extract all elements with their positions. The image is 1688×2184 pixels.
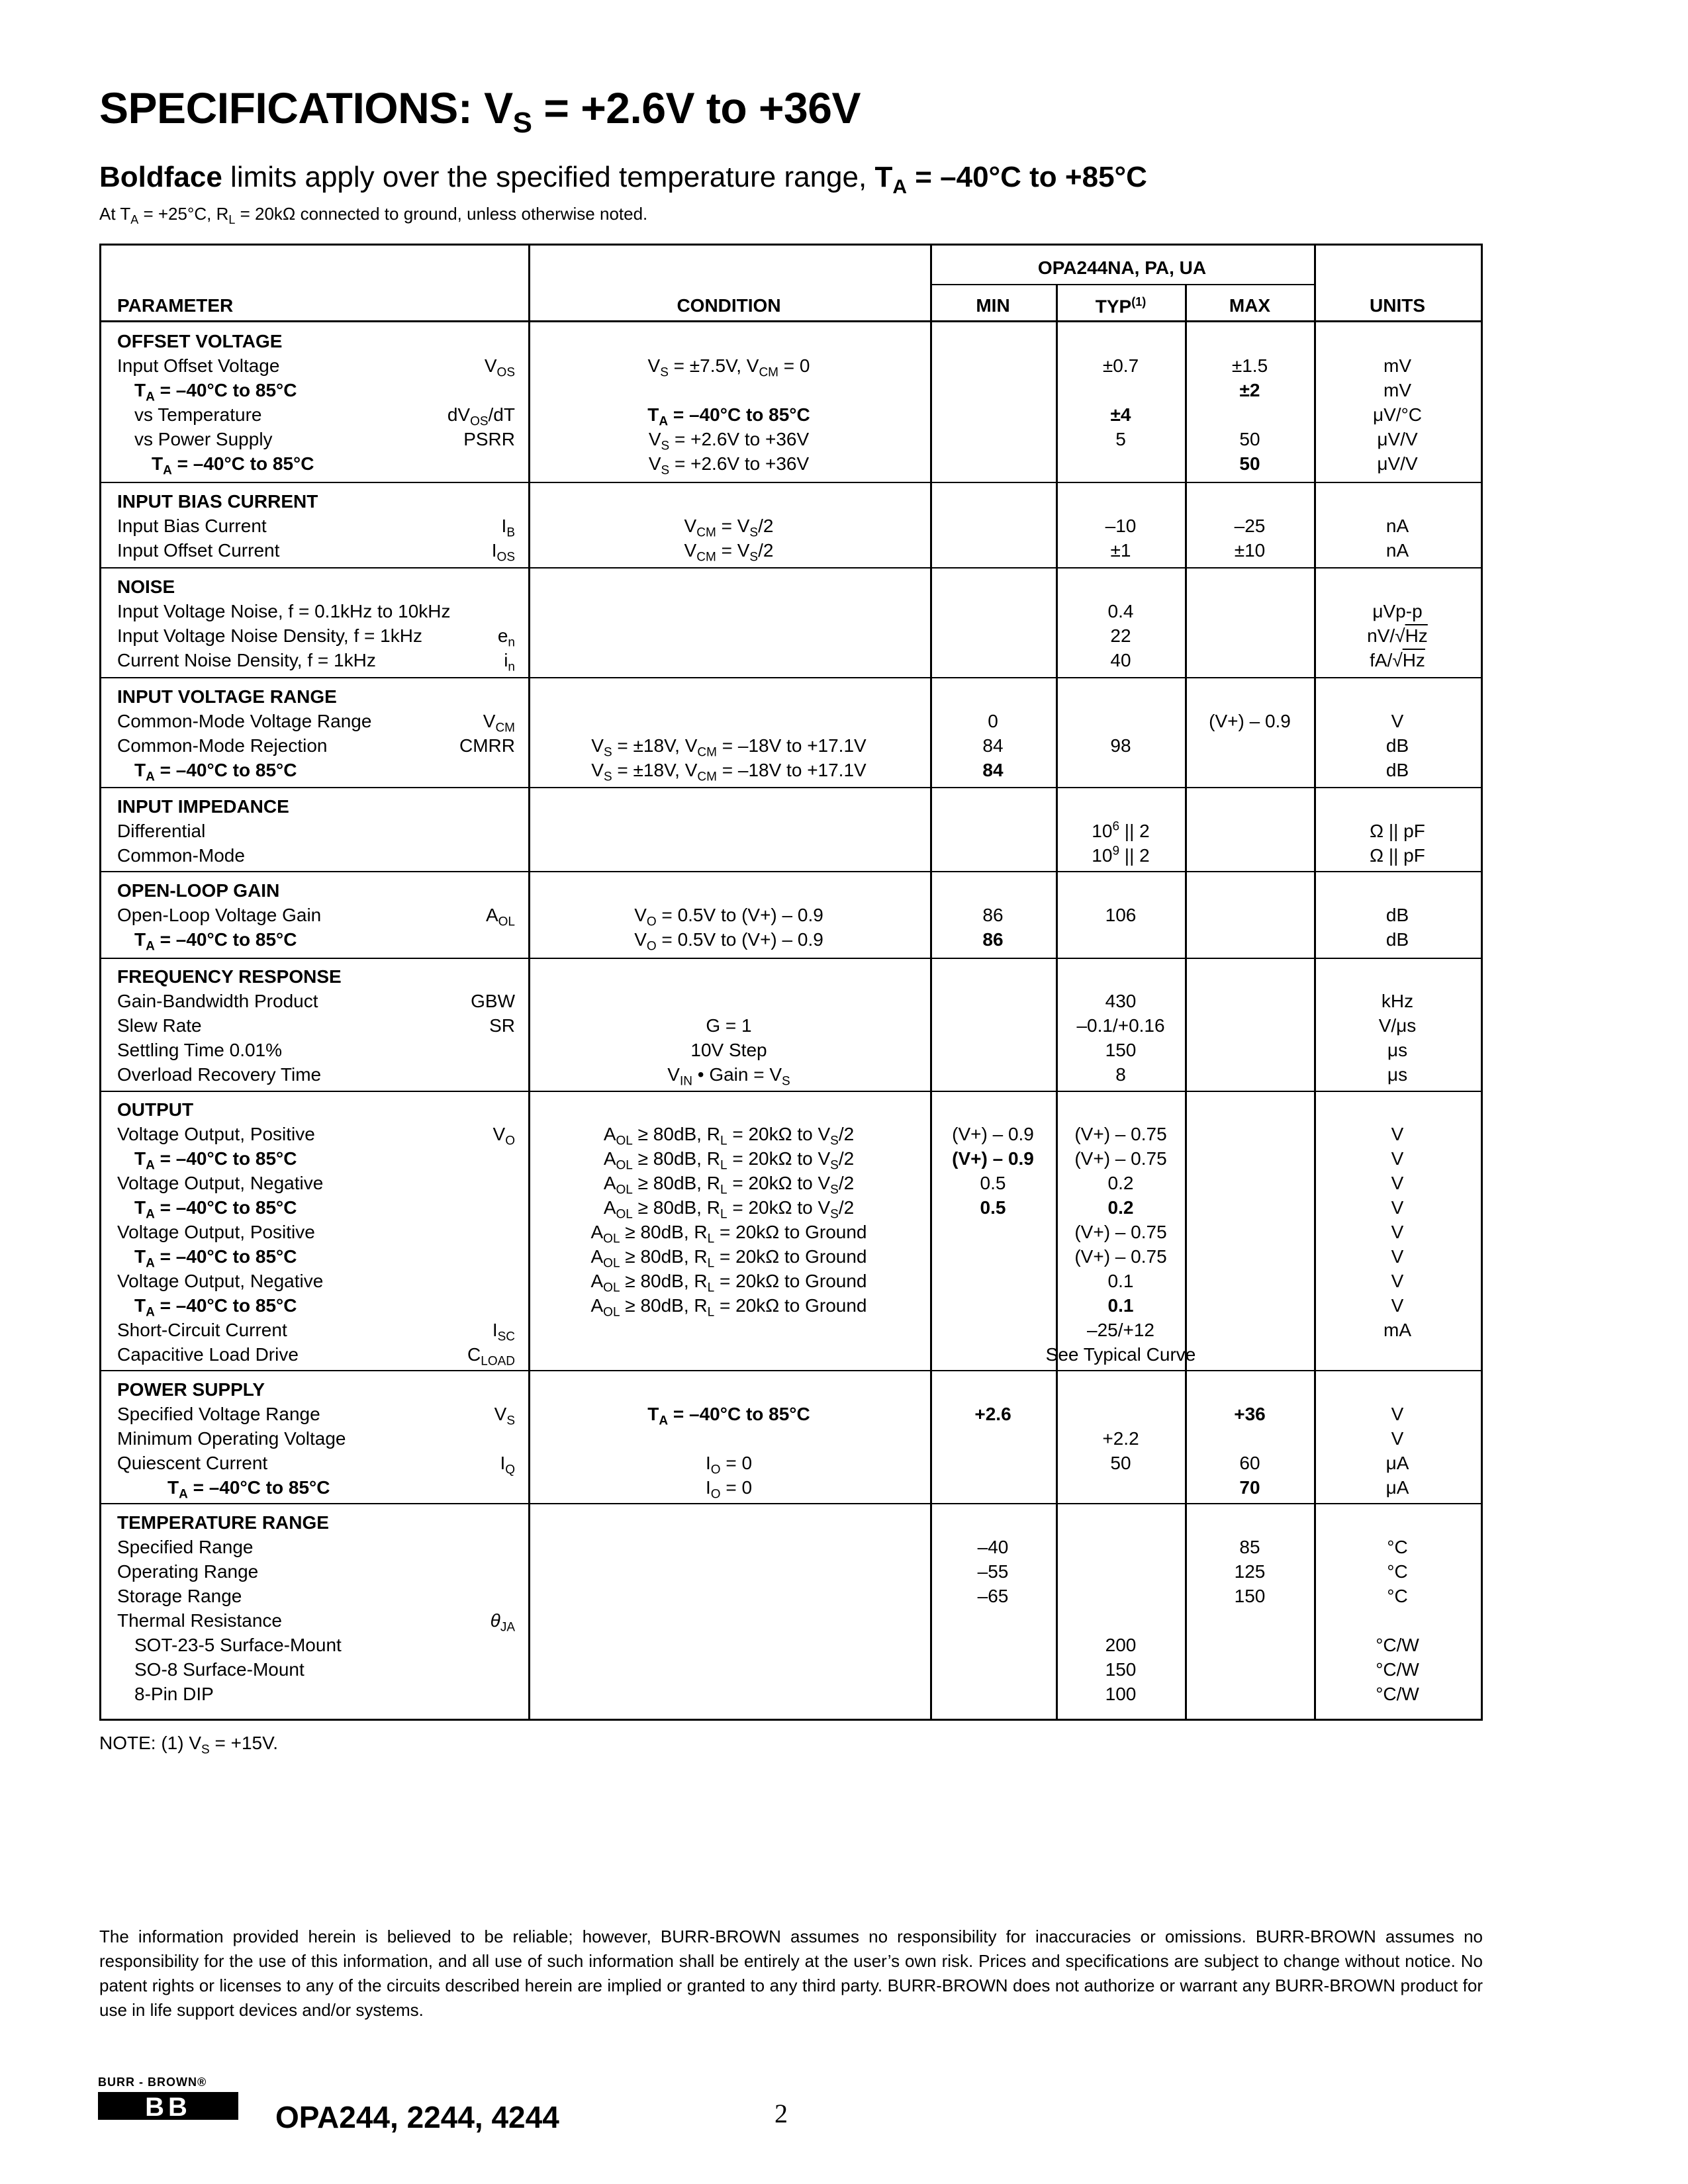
param-label: Storage Range [117, 1586, 242, 1606]
boldface-note: Boldface limits apply over the specified temperature range, $T_A = -40^\circ C$ to +85°C [99, 161, 1147, 198]
section-rule [101, 871, 1481, 872]
max-value: ±10 [1234, 540, 1266, 561]
condition: $A_{OL} \ge 80dB$, $R_L = 20k\Omega$ to $V_S/2$ [603, 1197, 855, 1222]
specifications-table [99, 244, 1483, 1721]
condition: G = 1 [706, 1015, 752, 1036]
symbol: $I_Q$ [500, 1453, 515, 1477]
bb-logo-icon [98, 2092, 238, 2120]
param-label: $T_A = -40^\circ C$ to 85°C [134, 760, 297, 784]
units: μA [1385, 1453, 1409, 1473]
param-label: $T_A = -40^\circ C$ to 85°C [134, 929, 297, 954]
header-group-rule [930, 284, 1314, 285]
typ-value: ±0.7 [1102, 355, 1139, 376]
min-value: –40 [977, 1537, 1009, 1557]
min-value: 0.5 [980, 1197, 1006, 1218]
units: V [1391, 1295, 1404, 1316]
typ-value: –10 [1105, 516, 1137, 536]
max-value: 150 [1234, 1586, 1266, 1606]
condition: $A_{OL} \ge 80dB$, $R_L = 20k\Omega$ to Ground [590, 1295, 867, 1320]
header-max: MAX [1229, 295, 1271, 316]
header-units: UNITS [1370, 295, 1425, 316]
param-label: Settling Time 0.01% [117, 1040, 283, 1060]
units: °C/W [1376, 1635, 1419, 1655]
condition: $V_{CM} = V_S/2$ [684, 516, 774, 540]
typ-value: ±4 [1110, 404, 1131, 425]
header-rule [101, 320, 1481, 322]
max-value: 50 [1239, 453, 1260, 474]
units: V [1391, 1197, 1404, 1218]
section-rule [101, 787, 1481, 788]
typ-value: 0.4 [1107, 601, 1134, 621]
section-rule [101, 1091, 1481, 1092]
typ-value: $10^6$ || 2 [1092, 819, 1150, 841]
units: mV [1383, 355, 1411, 376]
product-name: OPA244, 2244, 4244 [275, 2100, 559, 2134]
section-title: OFFSET VOLTAGE [117, 331, 283, 351]
symbol: $I_{SC}$ [492, 1320, 515, 1344]
typ-value: 5 [1115, 429, 1126, 449]
param-label: Operating Range [117, 1561, 259, 1582]
symbol: $I_B$ [501, 516, 515, 540]
typ-value: 98 [1110, 735, 1131, 756]
section-rule [101, 1370, 1481, 1371]
param-label: Thermal Resistance [117, 1610, 282, 1631]
param-label: vs Power Supply [134, 429, 273, 449]
max-value: 70 [1239, 1477, 1260, 1498]
symbol: $V_O$ [492, 1124, 515, 1148]
units: V [1391, 1428, 1404, 1449]
min-value: 84 [982, 735, 1004, 756]
section-rule [101, 482, 1481, 483]
col-rule [528, 246, 530, 1719]
max-value: 125 [1234, 1561, 1266, 1582]
units: V [1391, 1173, 1404, 1193]
param-label: Gain-Bandwidth Product [117, 991, 318, 1011]
param-label: Overload Recovery Time [117, 1064, 322, 1085]
condition: $A_{OL} \ge 80dB$, $R_L = 20k\Omega$ to Ground [590, 1271, 867, 1295]
typ-value: 100 [1105, 1684, 1137, 1704]
typ-value: (V+) – 0.75 [1074, 1222, 1167, 1242]
max-value: 50 [1239, 429, 1260, 449]
param-label: Input Offset Current [117, 540, 280, 561]
condition: $V_S = \pm 7.5V$, $V_{CM} = 0$ [647, 355, 810, 380]
units: Ω || pF [1370, 845, 1425, 866]
typ-value: 0.2 [1107, 1197, 1134, 1218]
param-label: Voltage Output, Positive [117, 1124, 315, 1144]
condition: $V_O = 0.5V$ to (V+) – 0.9 [634, 929, 823, 954]
symbol: $A_{OL}$ [485, 905, 515, 929]
param-label: Voltage Output, Positive [117, 1222, 315, 1242]
units: V [1391, 1124, 1404, 1144]
param-label: Common-Mode Rejection [117, 735, 328, 756]
units: mV [1383, 380, 1411, 400]
page-title: SPECIFICATIONS: $V_S = +2.6V$ to +36V [99, 83, 861, 140]
min-value: –55 [977, 1561, 1009, 1582]
condition: $V_{IN}$ • Gain = $V_S$ [667, 1064, 790, 1089]
units: °C [1387, 1586, 1408, 1606]
min-value: 86 [982, 905, 1004, 925]
typ-value: 150 [1105, 1040, 1137, 1060]
typ-value: (V+) – 0.75 [1074, 1246, 1167, 1267]
typ-value: 430 [1105, 991, 1137, 1011]
units: V [1391, 1271, 1404, 1291]
min-value: (V+) – 0.9 [952, 1124, 1034, 1144]
typ-value: (V+) – 0.75 [1074, 1148, 1167, 1169]
typ-value: 40 [1110, 650, 1131, 670]
typ-value: 150 [1105, 1659, 1137, 1680]
symbol: CMRR [459, 735, 515, 756]
section-title: FREQUENCY RESPONSE [117, 966, 342, 987]
units: μV/V [1377, 429, 1418, 449]
logo-wordmark: BURR - BROWN® [98, 2075, 207, 2089]
min-value: +2.6 [974, 1404, 1011, 1424]
units: V/μs [1378, 1015, 1417, 1036]
param-label: Minimum Operating Voltage [117, 1428, 346, 1449]
units: μV/°C [1372, 404, 1423, 425]
typ-value: +2.2 [1102, 1428, 1139, 1449]
units: mA [1383, 1320, 1411, 1340]
symbol: $V_{OS}$ [484, 355, 515, 380]
units: nA [1385, 540, 1409, 561]
condition: $A_{OL} \ge 80dB$, $R_L = 20k\Omega$ to Ground [590, 1222, 867, 1246]
units: V [1391, 1246, 1404, 1267]
param-label: Common-Mode [117, 845, 245, 866]
typ-value: –0.1/+0.16 [1076, 1015, 1165, 1036]
condition: $V_S = \pm 18V$, $V_{CM} = -18V$ to +17.1V [591, 760, 867, 784]
param-label: Input Bias Current [117, 516, 267, 536]
units: V [1391, 1222, 1404, 1242]
section-title: INPUT VOLTAGE RANGE [117, 686, 337, 707]
typ-value: 50 [1110, 1453, 1131, 1473]
param-label: Common-Mode Voltage Range [117, 711, 372, 731]
param-label: Input Voltage Noise Density, f = 1kHz [117, 625, 422, 646]
condition: $T_A = -40^\circ C$ to 85°C [647, 1404, 810, 1428]
max-value: ±2 [1239, 380, 1260, 400]
param-label: SOT-23-5 Surface-Mount [134, 1635, 342, 1655]
units: μs [1387, 1064, 1408, 1085]
max-value: ±1.5 [1231, 355, 1268, 376]
param-label: Quiescent Current [117, 1453, 268, 1473]
units: μs [1387, 1040, 1408, 1060]
param-label: Slew Rate [117, 1015, 202, 1036]
param-label: $T_A = -40^\circ C$ to 85°C [134, 1148, 297, 1173]
legal-disclaimer: The information provided herein is believed to be reliable; however, BURR-BROWN assumes no responsibility for inaccuracies or omissions. BURR-BROWN assumes no responsibility for the use of this information, and all use of such information shall be entirely at the user’s own risk. Prices and specifications are subject to change without notice. No patent rights or licenses to any of the circuits described herein are implied or granted to any third party. BURR-BROWN does not authorize or warrant any BURR-BROWN product for use in life support devices and/or systems. [99, 1927, 1483, 2020]
min-value: –65 [977, 1586, 1009, 1606]
symbol: PSRR [463, 429, 515, 449]
units: dB [1385, 735, 1409, 756]
section-title: INPUT BIAS CURRENT [117, 491, 318, 512]
condition: $A_{OL} \ge 80dB$, $R_L = 20k\Omega$ to Ground [590, 1246, 867, 1271]
condition: 10V Step [690, 1040, 767, 1060]
condition: $V_S = \pm 18V$, $V_{CM} = -18V$ to +17.1V [591, 735, 867, 760]
conditions-note: At $T_A = +25^\circ C$, $R_L = 20k\Omega$ connected to ground, unless otherwise noted. [99, 204, 648, 227]
section-title: INPUT IMPEDANCE [117, 796, 289, 817]
typ-value: See Typical Curve [1045, 1344, 1196, 1365]
units: °C [1387, 1537, 1408, 1557]
min-value: 86 [982, 929, 1004, 950]
min-value: 0.5 [980, 1173, 1006, 1193]
param-label: Input Voltage Noise, f = 0.1kHz to 10kHz [117, 601, 451, 621]
units: V [1391, 1148, 1404, 1169]
param-label: Voltage Output, Negative [117, 1173, 324, 1193]
symbol: $\theta_{JA}$ [490, 1610, 515, 1635]
header-group: OPA244NA, PA, UA [1037, 257, 1207, 278]
col-rule [930, 246, 932, 1719]
header-min: MIN [976, 295, 1010, 316]
typ-value: 106 [1105, 905, 1137, 925]
page-number: 2 [774, 2099, 788, 2128]
param-label: Voltage Output, Negative [117, 1271, 324, 1291]
section-title: OUTPUT [117, 1099, 194, 1120]
typ-value: 0.2 [1107, 1173, 1134, 1193]
units: dB [1385, 929, 1409, 950]
typ-value: 0.1 [1107, 1295, 1134, 1316]
section-title: OPEN-LOOP GAIN [117, 880, 280, 901]
min-value: (V+) – 0.9 [952, 1148, 1034, 1169]
condition: $I_O = 0$ [705, 1453, 753, 1477]
param-label: 8-Pin DIP [134, 1684, 214, 1704]
condition: $V_S = +2.6V$ to +36V [648, 453, 810, 478]
typ-value: 200 [1105, 1635, 1137, 1655]
typ-value: –25/+12 [1087, 1320, 1154, 1340]
col-rule [1314, 246, 1316, 1719]
condition: $V_S = +2.6V$ to +36V [648, 429, 810, 453]
typ-value: ±1 [1110, 540, 1131, 561]
symbol: $I_{OS}$ [491, 540, 515, 565]
param-label: $T_A = -40^\circ C$ to 85°C [134, 380, 297, 404]
param-label: Specified Voltage Range [117, 1404, 320, 1424]
condition: $I_O = 0$ [705, 1477, 753, 1502]
burr-brown-logo [98, 2075, 244, 2123]
units: °C/W [1376, 1684, 1419, 1704]
section-rule [101, 958, 1481, 959]
max-value: 60 [1239, 1453, 1260, 1473]
symbol: $dV_{OS}/dT$ [447, 404, 515, 429]
param-label: Differential [117, 821, 206, 841]
symbol: $V_S$ [494, 1404, 515, 1428]
typ-value: (V+) – 0.75 [1074, 1124, 1167, 1144]
symbol: GBW [471, 991, 515, 1011]
typ-value: $10^9$ || 2 [1092, 844, 1150, 866]
max-value: 85 [1239, 1537, 1260, 1557]
param-label: $T_A = -40^\circ C$ to 85°C [134, 1197, 297, 1222]
section-title: POWER SUPPLY [117, 1379, 265, 1400]
section-rule [101, 567, 1481, 569]
symbol: $C_{LOAD}$ [467, 1344, 515, 1369]
param-label: Current Noise Density, f = 1kHz [117, 650, 376, 670]
param-label: $T_A = -40^\circ C$ to 85°C [134, 1246, 297, 1271]
logo-mark: BB [145, 2093, 191, 2120]
header-condition: CONDITION [677, 295, 781, 316]
units: μV/V [1377, 453, 1418, 474]
units: fA/√Hz [1370, 650, 1425, 670]
typ-value: 0.1 [1107, 1271, 1134, 1291]
param-label: $T_A = -40^\circ C$ to 85°C [134, 1295, 297, 1320]
min-value: 84 [982, 760, 1004, 780]
header-parameter: PARAMETER [117, 295, 234, 316]
units: °C/W [1376, 1659, 1419, 1680]
condition: $T_A = -40^\circ C$ to 85°C [647, 404, 810, 429]
units: °C [1387, 1561, 1408, 1582]
symbol: $e_n$ [497, 625, 515, 650]
param-label: SO-8 Surface-Mount [134, 1659, 305, 1680]
units: V [1391, 1404, 1404, 1424]
param-label: vs Temperature [134, 404, 262, 425]
units: nV/√Hz [1367, 625, 1428, 646]
condition: $A_{OL} \ge 80dB$, $R_L = 20k\Omega$ to $V_S/2$ [603, 1148, 855, 1173]
min-value: 0 [988, 711, 998, 731]
section-title: TEMPERATURE RANGE [117, 1512, 329, 1533]
condition: $A_{OL} \ge 80dB$, $R_L = 20k\Omega$ to $V_S/2$ [603, 1173, 855, 1197]
param-label: $T_A = -40^\circ C$ to 85°C [152, 453, 314, 478]
units: nA [1385, 516, 1409, 536]
symbol: $i_n$ [504, 650, 515, 674]
units: Ω || pF [1370, 821, 1425, 841]
max-value: +36 [1234, 1404, 1266, 1424]
condition: $V_O = 0.5V$ to (V+) – 0.9 [634, 905, 823, 929]
units: μVp-p [1372, 601, 1423, 621]
units: V [1391, 711, 1404, 731]
param-label: Input Offset Voltage [117, 355, 280, 376]
param-label: Open-Loop Voltage Gain [117, 905, 322, 925]
section-rule [101, 1503, 1481, 1504]
symbol: $V_{CM}$ [483, 711, 515, 735]
param-label: $T_A = -40^\circ C$ to 85°C [167, 1477, 330, 1502]
condition: $A_{OL} \ge 80dB$, $R_L = 20k\Omega$ to $V_S/2$ [603, 1124, 855, 1148]
max-value: (V+) – 0.9 [1209, 711, 1291, 731]
param-label: Specified Range [117, 1537, 254, 1557]
table-footnote: NOTE: (1) $V_S = +15V$. [99, 1733, 278, 1757]
units: dB [1385, 760, 1409, 780]
units: μA [1385, 1477, 1409, 1498]
units: kHz [1381, 991, 1414, 1011]
units: dB [1385, 905, 1409, 925]
condition: $V_{CM} = V_S/2$ [684, 540, 774, 565]
header-typ: TYP$^{(1)}$ [1095, 295, 1147, 317]
section-title: NOISE [117, 576, 175, 597]
param-label: Short-Circuit Current [117, 1320, 287, 1340]
max-value: –25 [1234, 516, 1266, 536]
typ-value: 8 [1115, 1064, 1126, 1085]
symbol: SR [489, 1015, 515, 1036]
section-rule [101, 677, 1481, 678]
typ-value: 22 [1110, 625, 1131, 646]
param-label: Capacitive Load Drive [117, 1344, 299, 1365]
